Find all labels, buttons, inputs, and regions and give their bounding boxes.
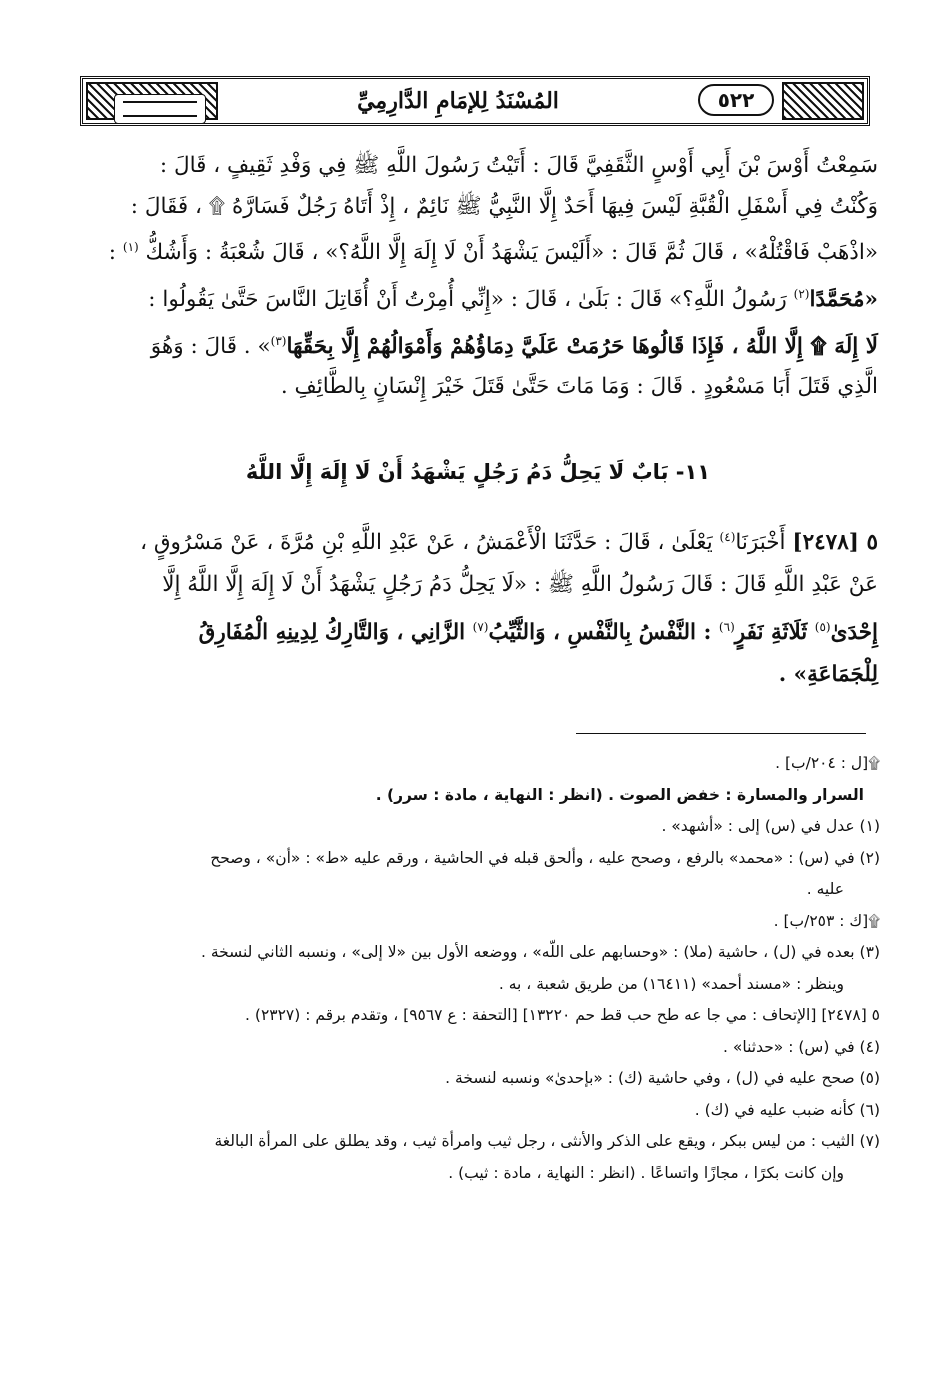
text-line: الَّذِي قَتَلَ أَبَا مَسْعُودٍ . قَالَ : وَمَا مَاتَ حَتَّىٰ قَتَلَ خَيْرَ إِنْسَانٍ بِالطَّائِفِ . — [280, 374, 878, 400]
footnote-line: (٥) صحح عليه في (ل) ، وفي حاشية (ك) : «بإحدىٰ» ونسبه لنسخة . — [445, 1069, 880, 1087]
footnote-ref: (٢) — [793, 286, 810, 301]
text-line: «مُحَمَّدًا$^{(٢)}$ رَسُولُ اللَّهِ؟» قَالَ : بَلَىٰ ، قَالَ : «إِنِّي أُمِرْتُ أَنْ أُقَاتِلَ النَّاسَ حَتَّىٰ يَقُولُوا : — [148, 286, 878, 313]
footnote-line: عليه . — [806, 880, 844, 898]
footnote-line: (١) عدل في (س) إلى : «أشهد» . — [661, 817, 880, 835]
title-seal-icon — [114, 94, 206, 124]
text-line: سَمِعْتُ أَوْسَ بْنَ أَبِي أَوْسٍ الثَّقَفِيَّ قَالَ : أَتَيْتُ رَسُولَ اللَّهِ ﷺ فِي وَفْدِ ثَقِيفٍ ، قَالَ : — [159, 153, 878, 178]
text-line: عَنْ عَبْدِ اللَّهِ قَالَ : قَالَ رَسُولُ اللَّهِ ﷺ : «لَا يَحِلُّ دَمُ رَجُلٍ يَشْهَدُ أَنْ لَا إِلَهَ إِلَّا اللَّهُ إِلَّا — [162, 572, 878, 598]
footnote-ref: (١) — [122, 240, 139, 255]
text-line: وَكُنْتُ فِي أَسْفَلِ الْقُبَّةِ لَيْسَ فِيهَا أَحَدٌ إِلَّا النَّبِيُّ ﷺ نَائِمٌ ، إِذْ أَتَاهُ رَجُلٌ فَسَارَّهُ ۩ ، فَقَالَ : — [130, 193, 878, 219]
text-line: لِلْجَمَاعَةِ» . — [778, 662, 878, 688]
header-ornament-right — [782, 82, 864, 120]
footnotes — [84, 748, 880, 1189]
footnote-ref: (٣) — [270, 333, 287, 348]
footnote-ref: (٤) — [719, 530, 736, 544]
chapter-heading: ١١- بَابٌ لَا يَحِلُّ دَمُ رَجُلٍ يَشْهَدُ أَنْ لَا إِلَهَ إِلَّا اللَّهُ — [245, 460, 711, 484]
footnote-line: (٦) كأنه ضبب عليه في (ك) . — [694, 1100, 880, 1119]
page-number: ٥٢٢ — [698, 84, 774, 116]
footnote-line: (٣) بعده في (ل) ، حاشية (ملا) : «وحسابهم على اللّه» ، ووضعه الأول بين «لا إلى» ، ونسبه الثاني لنسخة . — [200, 943, 880, 961]
footnote-line: ۩[ك : ٢٥٣/ب] . — [773, 911, 880, 930]
hadith-number: ٥ [٢٤٧٨] — [792, 530, 878, 556]
footnote-ref: (٥) — [814, 620, 831, 635]
text-line: لَا إِلَهَ ۩ إِلَّا اللَّهُ ، فَإِذَا قَالُوهَا حَرُمَتْ عَلَيَّ دِمَاؤُهُمْ وَأَمْوَالُهُمْ إِلَّا بِحَقِّهَا$^{(٣)}$» . قَالَ : وَهُوَ — [150, 333, 878, 359]
footnote-line: وينظر : «مسند أحمد» (١٦٤١١) من طريق شعبة ، به . — [498, 974, 844, 993]
footnote-ref: (٦) — [718, 620, 735, 635]
footnote-separator — [576, 733, 866, 734]
footnote-line: السرار والمسارة : خفض الصوت . (انظر : النهاية ، مادة : سرر) . — [375, 785, 864, 804]
hadith-continuation — [78, 146, 878, 408]
text-line: ٥ [٢٤٧٨] أَخْبَرَنَا$^{(٤)}$ يَعْلَىٰ ، قَالَ : حَدَّثَنَا الْأَعْمَشُ ، عَنْ عَبْدِ اللَّهِ بْنِ مُرَّةَ ، عَنْ مَسْرُوقٍ ، — [140, 530, 878, 556]
text-line: «اذْهَبْ فَاقْتُلْهُ» ، قَالَ ثُمَّ قَالَ : «أَلَيْسَ يَشْهَدُ أَنْ لَا إِلَهَ إِلَّا اللَّهُ؟» ، قَالَ شُعْبَةُ : وَأَشُكُّ $^{(١)}$ : — [108, 240, 878, 266]
footnote-line: (٢) في (س) : «محمد» بالرفع ، وصحح عليه ، وألحق قبله في الحاشية ، ورقم عليه «ط» : «أن» ، وصحح — [210, 848, 880, 867]
running-header — [80, 76, 870, 126]
footnote-line: ٥ [٢٤٧٨] [الإتحاف : مي جا عه طح حب قط حم ١٣٢٢٠] [التحفة : ع ٩٥٦٧] ، وتقدم برقم : (٢٣٢٧) . — [245, 1006, 880, 1024]
book-title: المُسْنَدُ لِلإمَامِ الدَّارِمِيِّ — [357, 88, 559, 114]
footnote-ref: (٧) — [472, 620, 489, 635]
footnote-line: (٧) الثيب : من ليس ببكر ، ويقع على الذكر والأنثى ، رجل ثيب وامرأة ثيب ، وقد يطلق على المرأة البالغة — [214, 1132, 880, 1150]
footnote-line: ۩[ل : ٢٠٤/ب] . — [775, 754, 880, 772]
text-line: إِحْدَىٰ$^{(٥)}$ ثَلَاثَةِ نَفَرٍ$^{(٦)}$ : النَّفْسُ بِالنَّفْسِ ، وَالثَّيِّبُ$^{(٧)}$ الزَّانِي ، وَالتَّارِكُ لِدِينِهِ الْمُفَارِقُ — [198, 620, 878, 646]
footnote-line: وإن كانت بكرًا ، مجازًا واتساعًا . (انظر : النهاية ، مادة : ثيب) . — [448, 1163, 844, 1182]
hadith-2478 — [78, 516, 878, 696]
header-ornament-left — [86, 82, 218, 120]
footnote-line: (٤) في (س) : «حدثنا» . — [723, 1037, 880, 1056]
